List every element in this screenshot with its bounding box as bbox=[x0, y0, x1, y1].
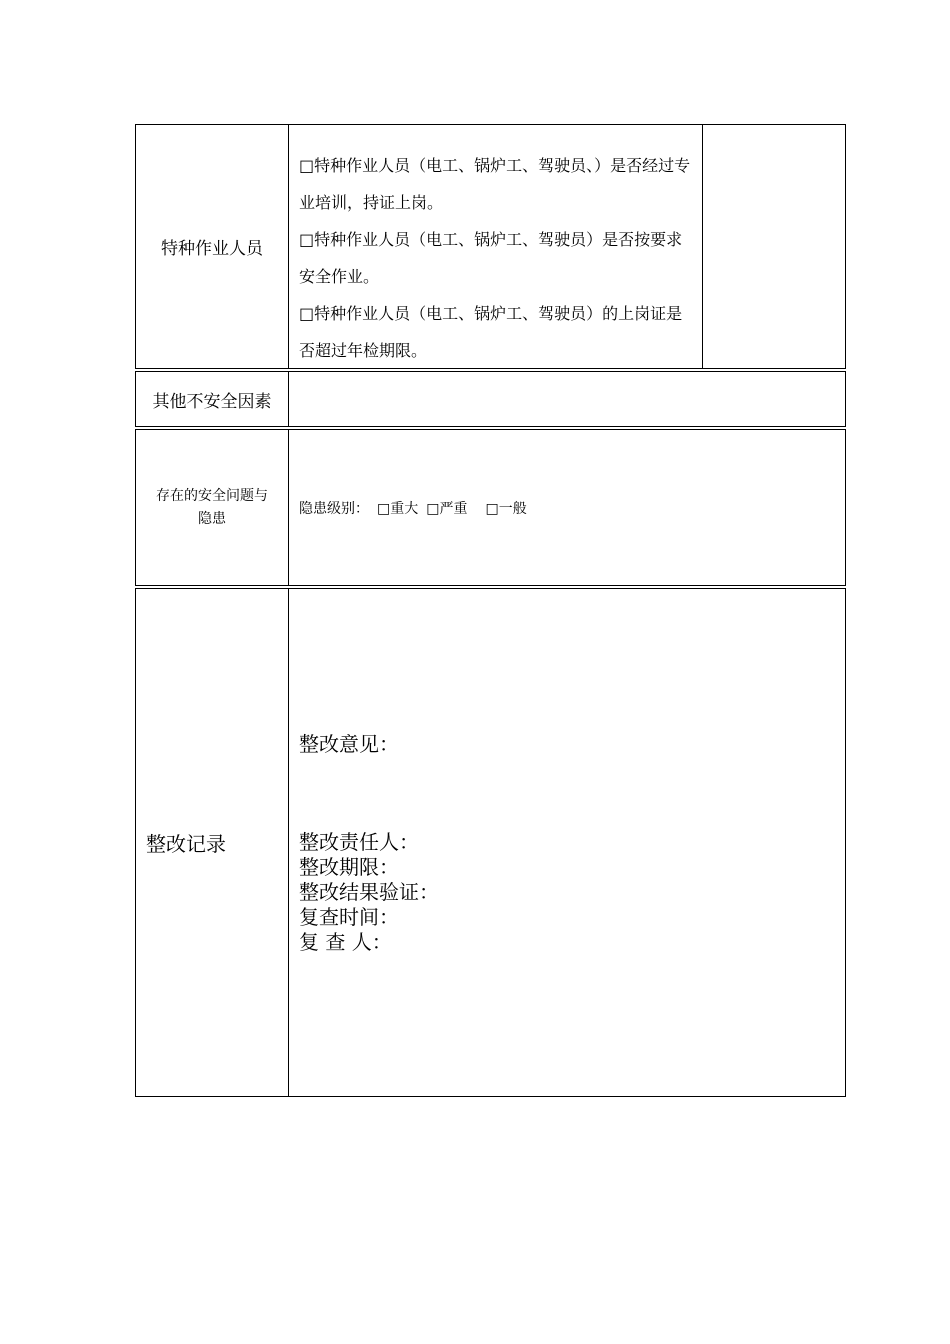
rectification-fields bbox=[299, 830, 439, 955]
hazards-label-line2: 隐患 bbox=[198, 510, 226, 527]
hazards-label bbox=[136, 430, 289, 585]
verification-field[interactable]: 整改结果验证： bbox=[299, 880, 439, 904]
hazard-level-major-checkbox[interactable]: □重大 bbox=[377, 500, 419, 517]
hazard-level-field bbox=[289, 430, 845, 585]
rectification-label: 整改记录 bbox=[136, 589, 289, 1096]
other-factors-label: 其他不安全因素 bbox=[136, 372, 289, 426]
review-time-field[interactable]: 复查时间： bbox=[299, 905, 399, 929]
checklist-item-training[interactable]: □特种作业人员（电工、锅炉工、驾驶员、）是否经过专业培训，持证上岗。 bbox=[299, 156, 691, 212]
hazard-level-serious-checkbox[interactable]: □严重 bbox=[426, 500, 468, 517]
hazard-level-label: 隐患级别： bbox=[299, 500, 369, 517]
checklist-item-safe-operation[interactable]: □特种作业人员（电工、锅炉工、驾驶员）是否按要求安全作业。 bbox=[299, 230, 683, 286]
row-special-workers bbox=[135, 124, 846, 369]
deadline-field[interactable]: 整改期限： bbox=[299, 855, 399, 879]
hazards-label-line1: 存在的安全问题与 bbox=[156, 488, 268, 505]
special-workers-label: 特种作业人员 bbox=[136, 125, 289, 368]
rectification-opinion-field[interactable]: 整改意见： bbox=[299, 732, 399, 756]
other-factors-field[interactable] bbox=[289, 372, 845, 426]
hazard-level-general-checkbox[interactable]: □一般 bbox=[485, 500, 527, 517]
checklist-item-certificate-expiry[interactable]: □特种作业人员（电工、锅炉工、驾驶员）的上岗证是否超过年检期限。 bbox=[299, 304, 683, 360]
responsible-person-field[interactable]: 整改责任人： bbox=[299, 830, 419, 854]
row-other-factors bbox=[135, 371, 846, 427]
special-workers-checklist bbox=[289, 125, 703, 368]
row-hazards bbox=[135, 429, 846, 586]
rectification-content bbox=[289, 589, 845, 1096]
reviewer-field[interactable]: 复 查 人： bbox=[299, 930, 392, 954]
special-workers-remark-cell[interactable] bbox=[703, 125, 845, 368]
row-rectification bbox=[135, 588, 846, 1097]
